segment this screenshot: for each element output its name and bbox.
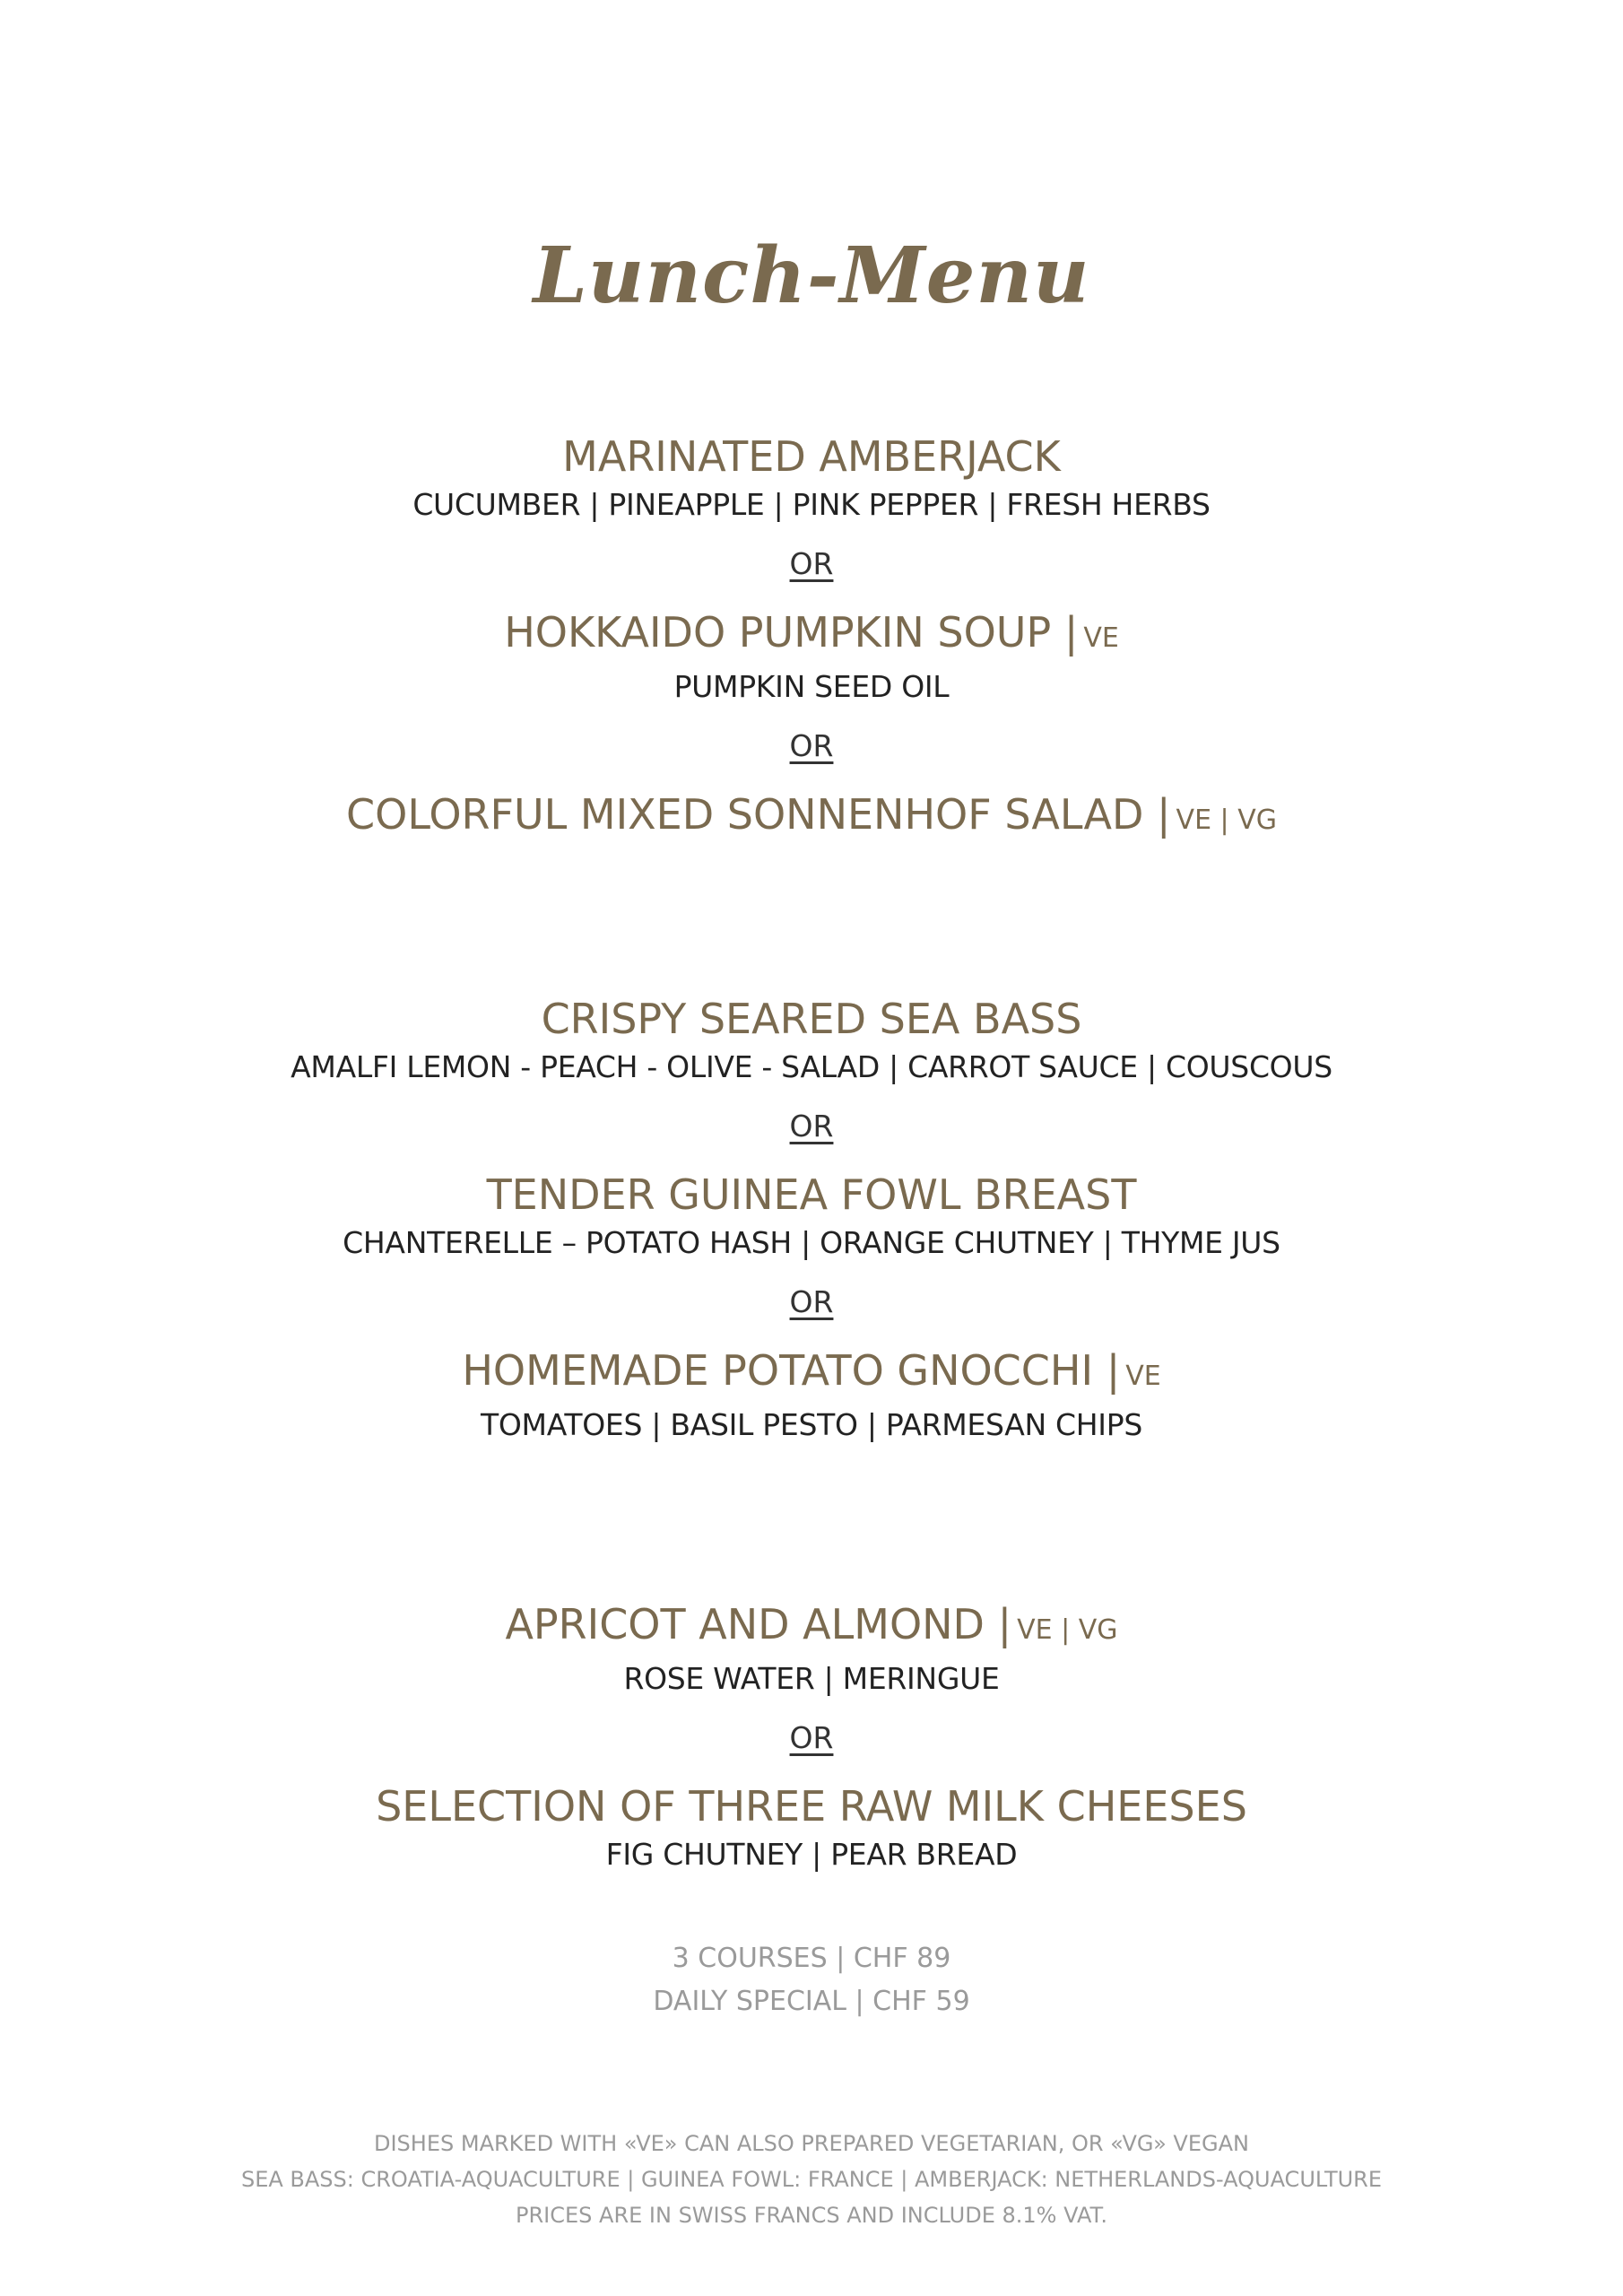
or-divider: OR: [789, 1109, 834, 1144]
dish-title: HOMEMADE POTATO GNOCCHI |: [462, 1346, 1121, 1395]
price-courses: 3 COURSES | CHF 89: [672, 1943, 951, 1974]
or-divider: OR: [789, 546, 834, 581]
diet-tag: VE: [1125, 1361, 1161, 1392]
or-divider: OR: [789, 1284, 834, 1319]
dish-item: [0, 429, 1623, 526]
dish-title: HOKKAIDO PUMPKIN SOUP |: [504, 608, 1079, 657]
dish-name: [0, 1596, 1623, 1658]
dish-title: SELECTION OF THREE RAW MILK CHEESES: [376, 1782, 1247, 1831]
dish-item: [0, 991, 1623, 1088]
price-daily-special: DAILY SPECIAL | CHF 59: [653, 1986, 970, 2017]
dish-title: CRISPY SEARED SEA BASS: [541, 995, 1082, 1043]
footer-vat-note: PRICES ARE IN SWISS FRANCS AND INCLUDE 8.1% VAT.: [516, 2203, 1107, 2228]
dish-description: PUMPKIN SEED OIL: [673, 669, 950, 704]
dish-name: [0, 1343, 1623, 1405]
dish-description: ROSE WATER | MERINGUE: [623, 1661, 1000, 1696]
diet-tag: VE | VG: [1176, 804, 1277, 836]
dish-title: TENDER GUINEA FOWL BREAST: [486, 1170, 1137, 1219]
footer-diet-note: DISHES MARKED WITH «VE» CAN ALSO PREPARED VEGETARIAN, OR «VG» VEGAN: [374, 2131, 1249, 2156]
dish-description: FIG CHUTNEY | PEAR BREAD: [605, 1837, 1018, 1872]
menu-title: Lunch-Menu: [533, 230, 1090, 321]
dish-item: [0, 1343, 1623, 1446]
dish-item: [0, 1596, 1623, 1700]
footer-origin-note: SEA BASS: CROATIA-AQUACULTURE | GUINEA FOWL: FRANCE | AMBERJACK: NETHERLANDS-AQUACULTURE: [240, 2167, 1383, 2192]
footer-notes: [0, 2126, 1623, 2233]
dish-title: MARINATED AMBERJACK: [562, 432, 1061, 481]
mains-section: [0, 991, 1623, 1446]
or-divider: OR: [789, 728, 834, 763]
dish-name: [0, 1779, 1623, 1834]
dish-description: CHANTERELLE – POTATO HASH | ORANGE CHUTNEY | THYME JUS: [343, 1225, 1280, 1260]
desserts-section: [0, 1596, 1623, 1875]
starters-section: [0, 429, 1623, 848]
dish-name: [0, 787, 1623, 848]
dish-name: [0, 991, 1623, 1047]
or-divider: OR: [789, 1720, 834, 1755]
dish-title: APRICOT AND ALMOND |: [505, 1600, 1012, 1648]
dish-name: [0, 604, 1623, 666]
dish-item: [0, 787, 1623, 848]
dish-title: COLORFUL MIXED SONNENHOF SALAD |: [346, 790, 1171, 839]
dish-item: [0, 1779, 1623, 1875]
pricing-block: [0, 1937, 1623, 2023]
dish-name: [0, 429, 1623, 484]
diet-tag: VE: [1083, 622, 1119, 654]
dish-item: [0, 604, 1623, 708]
dish-name: [0, 1167, 1623, 1222]
dish-description: CUCUMBER | PINEAPPLE | PINK PEPPER | FRESH HERBS: [412, 487, 1211, 522]
dish-description: TOMATOES | BASIL PESTO | PARMESAN CHIPS: [480, 1407, 1142, 1442]
dish-item: [0, 1167, 1623, 1264]
dish-description: AMALFI LEMON - PEACH - OLIVE - SALAD | CARROT SAUCE | COUSCOUS: [291, 1049, 1332, 1084]
diet-tag: VE | VG: [1017, 1614, 1118, 1646]
